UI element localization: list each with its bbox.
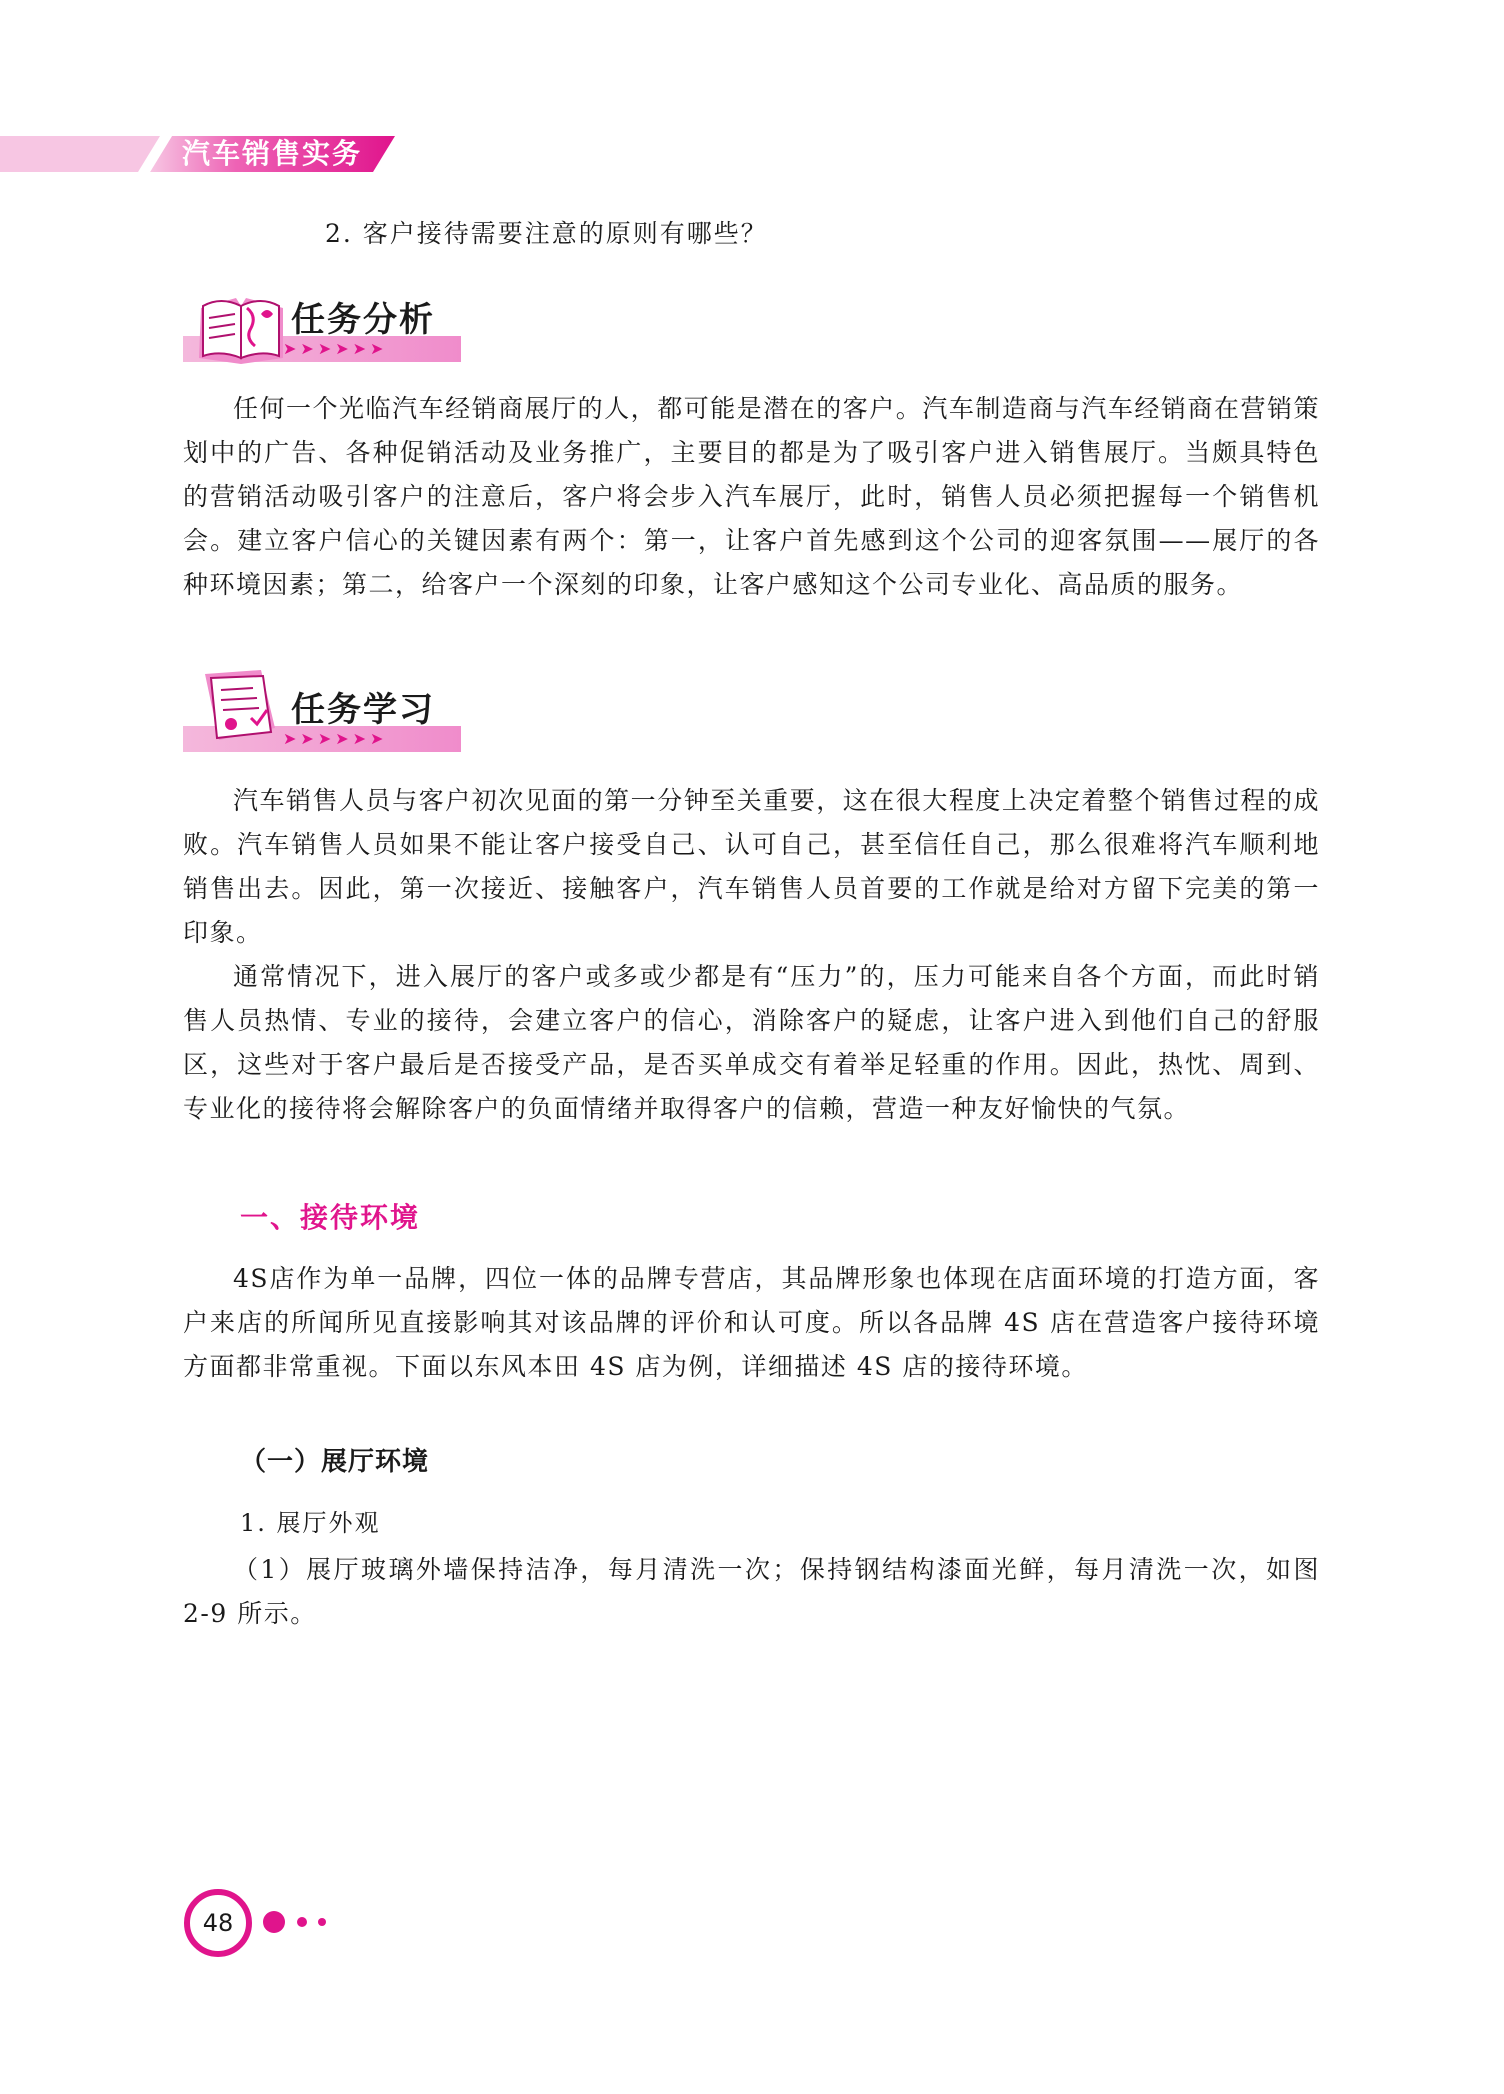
subheading-showroom-exterior: 1. 展厅外观 xyxy=(240,1509,381,1537)
document-list-icon xyxy=(191,668,291,758)
item-1-paragraph: （1）展厅玻璃外墙保持洁净，每月清洗一次；保持钢结构漆面光鲜，每月清洗一次，如图 2-9 所示。 xyxy=(183,1555,1320,1628)
subheading-showroom-environment: （一）展厅环境 xyxy=(240,1447,430,1477)
banner-arrows: ➤➤➤➤➤➤ xyxy=(283,729,388,748)
section-banner-analysis xyxy=(183,278,463,368)
analysis-paragraph: 任何一个光临汽车经销商展厅的人，都可能是潜在的客户。汽车制造商与汽车经销商在营销策划中的广告、各种促销活动及业务推广，主要目的都是为了吸引客户进入销售展厅。当颇具特色的营销活动吸引客户的注意后，客户将会步入汽车展厅，此时，销售人员必须把握每一个销售机会。建立客户信心的关键因素有两个：第一，让客户首先感到这个公司的迎客氛围——展厅的各种环境因素；第二，给客户一个深刻的印象，让客户感知这个公司专业化、高品质的服务。 xyxy=(183,394,1320,599)
page-number: 48 xyxy=(202,1909,234,1937)
page-dots-decoration xyxy=(262,1910,332,1938)
environment-paragraph: 4S店作为单一品牌，四位一体的品牌专营店，其品牌形象也体现在店面环境的打造方面，客户来店的所闻所见直接影响其对该品牌的评价和认可度。所以各品牌 4S 店在营造客户接待环境方面都非常重视。下面以东风本田 4S 店为例，详细描述 4S 店的接待环境。 xyxy=(183,1264,1320,1381)
page-number-badge xyxy=(183,1888,253,1958)
section-label: 任务分析 xyxy=(291,300,435,340)
section-banner-learning xyxy=(183,668,463,758)
heading-reception-environment: 一、接待环境 xyxy=(240,1201,421,1234)
review-question: 2. 客户接待需要注意的原则有哪些？ xyxy=(325,219,768,248)
learning-paragraph-1: 汽车销售人员与客户初次见面的第一分钟至关重要，这在很大程度上决定着整个销售过程的成败。汽车销售人员如果不能让客户接受自己、认可自己，甚至信任自己，那么很难将汽车顺利地销售出去。因此，第一次接近、接触客户，汽车销售人员首要的工作就是给对方留下完美的第一印象。 xyxy=(183,786,1320,947)
section-label: 任务学习 xyxy=(291,690,435,730)
learning-paragraph-2: 通常情况下，进入展厅的客户或多或少都是有“压力”的，压力可能来自各个方面，而此时销售人员热情、专业的接待，会建立客户的信心，消除客户的疑虑，让客户进入到他们自己的舒服区，这些对于客户最后是否接受产品，是否买单成交有着举足轻重的作用。因此，热忱、周到、专业化的接待将会解除客户的负面情绪并取得客户的信赖，营造一种友好愉快的气氛。 xyxy=(183,962,1320,1123)
header-title: 汽车销售实务 xyxy=(182,137,363,170)
open-book-icon xyxy=(191,278,291,368)
banner-arrows: ➤➤➤➤➤➤ xyxy=(283,339,388,358)
